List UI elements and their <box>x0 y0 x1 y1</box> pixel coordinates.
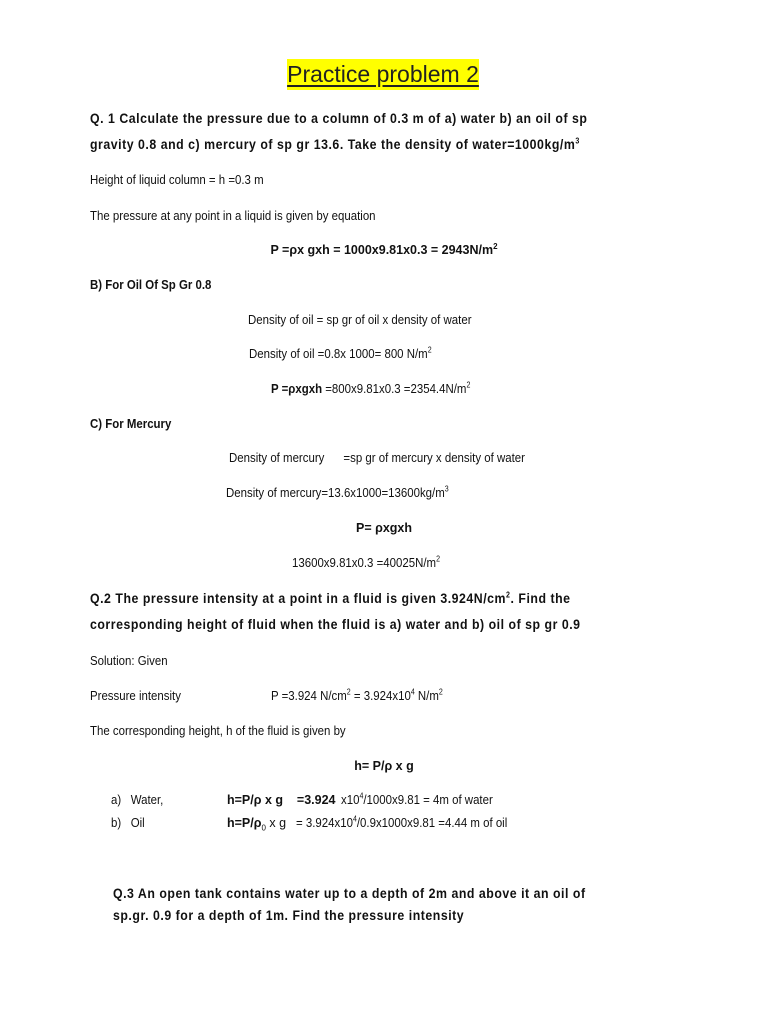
q1-question-line1: Q. 1 Calculate the pressure due to a column of 0.3 m of a) water b) an oil of sp <box>90 110 588 126</box>
q3-question-line1: Q.3 An open tank contains water up to a depth of 2m and above it an oil of <box>113 885 586 901</box>
mercury-density-definition: Density of mercury =sp gr of mercury x density of water <box>229 450 525 465</box>
q2-question-line1: Q.2 The pressure intensity at a point in a fluid is given $3.924N/cm^2$. Find the <box>90 590 571 606</box>
pressure-intensity-value: P =3.924 $N/cm^2 = 3.924x10^4$ $N/m^2$ <box>271 687 443 703</box>
page-title: Practice problem 2 <box>287 59 479 90</box>
mercury-pressure-calculation: $13600x9.81x0.3 =40025N/m^2$ <box>292 554 440 570</box>
pressure-intensity-label: Pressure intensity <box>90 688 181 703</box>
height-formula: h= P/ρ x g <box>354 759 414 773</box>
oil-density-definition: Density of oil = sp gr of oil x density of water <box>248 312 472 327</box>
q1-unit-superscript: 3 <box>575 136 580 146</box>
q1-pressure-equation-text: The pressure at any point in a liquid is given by equation <box>90 208 376 223</box>
q1-question-line2 <box>90 136 647 152</box>
oil-pressure-equation: P =ρxgxh $=800x9.81x0.3 =2354.4N/m^2$ <box>271 380 471 396</box>
q1-section-c-heading: C) For Mercury <box>90 416 172 431</box>
q1-question <box>90 110 655 126</box>
mercury-pressure-formula: P= ρxgxh <box>355 521 413 535</box>
q1-question-line2-text: gravity 0.8 and c) mercury of sp gr 13.6. Take the density of water=1000kg/m <box>90 136 576 152</box>
height-given-by-text: The corresponding height, h of the fluid is given by <box>90 723 346 738</box>
oil-density-value: Density of oil =0.8x 1000= 800 $N/m^2$ <box>249 345 432 361</box>
list-item-calculation: = $3.924x10^4/0.9x1000x9.81 =4.44$ m of oil <box>296 814 508 830</box>
q1-section-b-heading: B) For Oil Of Sp Gr 0.8 <box>90 277 212 292</box>
list-item: a) Water, <box>111 792 164 807</box>
mercury-density-value: Density of $mercury=13.6x1000=13600kg/m^3$ <box>226 484 449 500</box>
list-item-formula: h=P/ρ x g =3.924 <box>227 793 336 807</box>
q1-water-equation: P =ρx gxh = $1000x9.81x0.3 = 2943N/m^2$ <box>270 241 498 257</box>
list-item: b) Oil <box>111 815 145 830</box>
q3-question-line2: sp.gr. 0.9 for a depth of 1m. Find the pressure intensity <box>113 907 465 923</box>
list-item-calculation: $x10^4/1000x9.81 = 4m$ of water <box>341 791 493 807</box>
q1-height-line: Height of liquid column = h =0.3 m <box>90 172 264 187</box>
q2-question-line2: corresponding height of fluid when the fluid is a) water and b) oil of sp gr 0.9 <box>90 616 581 632</box>
q2-solution-label: Solution: Given <box>90 653 168 668</box>
list-item-formula: $h=P/\rho_0$ x g <box>227 816 287 833</box>
